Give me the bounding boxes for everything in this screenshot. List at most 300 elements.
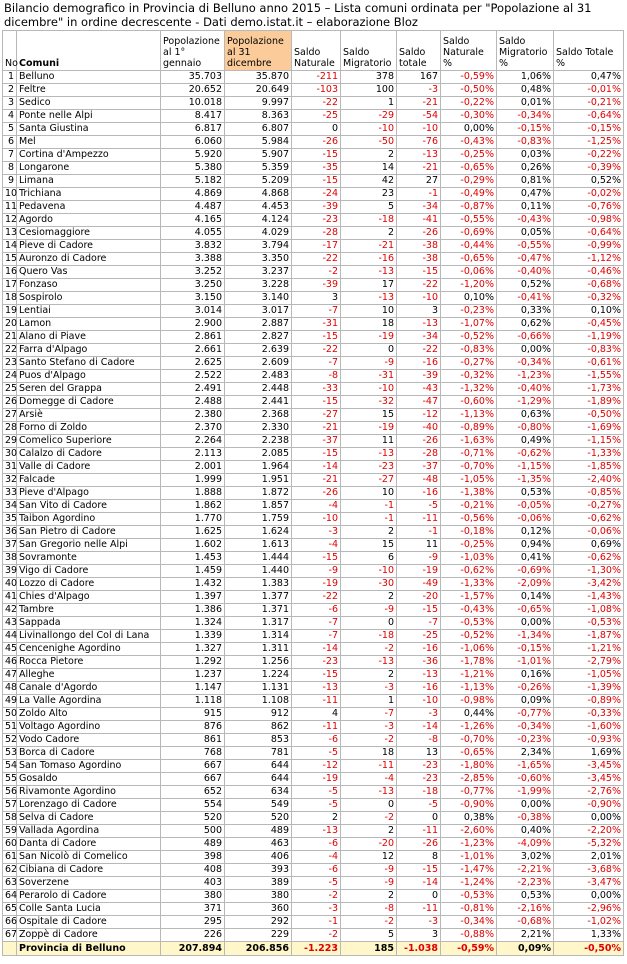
cell-saldo-naturale: -15 bbox=[292, 448, 341, 461]
cell-saldo-naturale: -19 bbox=[292, 773, 341, 786]
cell-saldo-totale: -13 bbox=[397, 149, 441, 162]
cell-comune: Voltago Agordino bbox=[17, 721, 161, 734]
cell-pop-end: 463 bbox=[225, 838, 292, 851]
cell-saldo-migratorio: -4 bbox=[341, 773, 397, 786]
cell-saldo-totale-pct: -2,20% bbox=[554, 825, 624, 838]
cell-saldo-migratorio: -2 bbox=[341, 643, 397, 656]
cell-comune: Calalzo di Cadore bbox=[17, 448, 161, 461]
cell-saldo-totale-pct: -0,46% bbox=[554, 266, 624, 279]
cell-saldo-migratorio-pct: 0,62% bbox=[497, 318, 554, 331]
cell-saldo-migratorio: 12 bbox=[341, 851, 397, 864]
cell-saldo-naturale-pct: -0,43% bbox=[441, 604, 497, 617]
cell-saldo-totale: -76 bbox=[397, 136, 441, 149]
cell-saldo-totale-pct: -1,43% bbox=[554, 591, 624, 604]
cell-saldo-migratorio: 10 bbox=[341, 305, 397, 318]
col-header-saldo-totale: Saldo totale bbox=[397, 31, 441, 71]
cell-no: 43 bbox=[3, 617, 17, 630]
cell-no: 5 bbox=[3, 123, 17, 136]
cell-saldo-totale-pct: 0,00% bbox=[554, 890, 624, 903]
cell-comune: Quero Vas bbox=[17, 266, 161, 279]
cell-saldo-totale-pct: 2,01% bbox=[554, 851, 624, 864]
cell-comune: Puos d'Alpago bbox=[17, 370, 161, 383]
cell-saldo-naturale-pct: -0,32% bbox=[441, 370, 497, 383]
cell-saldo-migratorio: 378 bbox=[341, 71, 397, 84]
cell-saldo-totale: -54 bbox=[397, 110, 441, 123]
cell-saldo-migratorio-pct: -2,16% bbox=[497, 903, 554, 916]
cell-saldo-naturale: 3 bbox=[292, 292, 341, 305]
cell-saldo-totale-pct: -0,62% bbox=[554, 552, 624, 565]
table-row bbox=[3, 461, 624, 474]
cell-saldo-migratorio-pct: -0,05% bbox=[497, 500, 554, 513]
cell-saldo-naturale: -5 bbox=[292, 747, 341, 760]
cell-saldo-totale: -49 bbox=[397, 578, 441, 591]
cell-saldo-naturale-pct: -0,53% bbox=[441, 890, 497, 903]
cell-no: 21 bbox=[3, 331, 17, 344]
cell-pop-start: 4.165 bbox=[161, 214, 225, 227]
cell-comune: Lentiai bbox=[17, 305, 161, 318]
cell-saldo-naturale: -14 bbox=[292, 461, 341, 474]
cell-saldo-totale-pct: -1,85% bbox=[554, 461, 624, 474]
cell-saldo-naturale: -2 bbox=[292, 929, 341, 942]
table-row bbox=[3, 500, 624, 513]
cell-saldo-totale: -15 bbox=[397, 604, 441, 617]
cell-pop-start: 667 bbox=[161, 760, 225, 773]
cell-pop-end: 2.448 bbox=[225, 383, 292, 396]
cell-no: 29 bbox=[3, 435, 17, 448]
cell-saldo-totale-pct: -1,73% bbox=[554, 383, 624, 396]
table-row bbox=[3, 617, 624, 630]
table-row bbox=[3, 643, 624, 656]
cell-saldo-totale: -14 bbox=[397, 877, 441, 890]
cell-saldo-migratorio: -29 bbox=[341, 110, 397, 123]
cell-pop-start: 520 bbox=[161, 812, 225, 825]
cell-saldo-totale: -3 bbox=[397, 84, 441, 97]
cell-saldo-migratorio-pct: 0,26% bbox=[497, 162, 554, 175]
cell-comune: Chies d'Alpago bbox=[17, 591, 161, 604]
cell-saldo-migratorio-pct: -1,35% bbox=[497, 474, 554, 487]
cell-saldo-migratorio-pct: 0,09% bbox=[497, 942, 554, 956]
cell-pop-start: 1.453 bbox=[161, 552, 225, 565]
cell-pop-end: 5.209 bbox=[225, 175, 292, 188]
table-row bbox=[3, 786, 624, 799]
cell-saldo-totale-pct: -1,02% bbox=[554, 916, 624, 929]
cell-no: 6 bbox=[3, 136, 17, 149]
cell-pop-end: 6.807 bbox=[225, 123, 292, 136]
table-row bbox=[3, 318, 624, 331]
cell-saldo-totale: -36 bbox=[397, 656, 441, 669]
cell-no: 51 bbox=[3, 721, 17, 734]
cell-comune: Limana bbox=[17, 175, 161, 188]
cell-saldo-migratorio-pct: -1,23% bbox=[497, 370, 554, 383]
cell-pop-end: 1.377 bbox=[225, 591, 292, 604]
cell-saldo-totale-pct: -0,64% bbox=[554, 110, 624, 123]
cell-no: 45 bbox=[3, 643, 17, 656]
cell-pop-start: 226 bbox=[161, 929, 225, 942]
table-row bbox=[3, 136, 624, 149]
cell-saldo-totale-pct: -1,19% bbox=[554, 331, 624, 344]
cell-saldo-naturale-pct: -1,33% bbox=[441, 578, 497, 591]
cell-no: 31 bbox=[3, 461, 17, 474]
cell-saldo-migratorio: -10 bbox=[341, 383, 397, 396]
cell-pop-start: 6.060 bbox=[161, 136, 225, 149]
cell-comune: Cencenighe Agordino bbox=[17, 643, 161, 656]
cell-saldo-totale: -20 bbox=[397, 591, 441, 604]
cell-saldo-totale-pct: 0,69% bbox=[554, 539, 624, 552]
table-row bbox=[3, 591, 624, 604]
cell-saldo-naturale-pct: -0,56% bbox=[441, 513, 497, 526]
cell-saldo-totale-pct: -1,08% bbox=[554, 604, 624, 617]
cell-saldo-totale-pct: -3,68% bbox=[554, 864, 624, 877]
cell-saldo-naturale: -9 bbox=[292, 565, 341, 578]
cell-saldo-naturale: -6 bbox=[292, 864, 341, 877]
cell-saldo-migratorio-pct: 0,00% bbox=[497, 799, 554, 812]
cell-pop-start: 1.118 bbox=[161, 695, 225, 708]
cell-pop-end: 360 bbox=[225, 903, 292, 916]
table-row bbox=[3, 266, 624, 279]
cell-pop-start: 1.602 bbox=[161, 539, 225, 552]
cell-saldo-totale-pct: -0,39% bbox=[554, 162, 624, 175]
cell-pop-start: 5.380 bbox=[161, 162, 225, 175]
cell-pop-end: 2.827 bbox=[225, 331, 292, 344]
cell-saldo-migratorio-pct: 0,48% bbox=[497, 84, 554, 97]
cell-pop-start: 371 bbox=[161, 903, 225, 916]
cell-saldo-naturale: -4 bbox=[292, 851, 341, 864]
cell-saldo-naturale: -15 bbox=[292, 552, 341, 565]
cell-pop-start: 554 bbox=[161, 799, 225, 812]
cell-pop-start: 1.147 bbox=[161, 682, 225, 695]
cell-saldo-migratorio-pct: -0,06% bbox=[497, 513, 554, 526]
cell-pop-start: 1.324 bbox=[161, 617, 225, 630]
cell-saldo-migratorio: 23 bbox=[341, 188, 397, 201]
cell-no: 57 bbox=[3, 799, 17, 812]
table-row bbox=[3, 279, 624, 292]
cell-no: 34 bbox=[3, 500, 17, 513]
table-row bbox=[3, 513, 624, 526]
cell-saldo-totale: -10 bbox=[397, 695, 441, 708]
cell-saldo-naturale-pct: -0,22% bbox=[441, 97, 497, 110]
cell-pop-start: 915 bbox=[161, 708, 225, 721]
cell-no: 54 bbox=[3, 760, 17, 773]
cell-saldo-totale: -43 bbox=[397, 383, 441, 396]
cell-no: 36 bbox=[3, 526, 17, 539]
cell-saldo-migratorio-pct: -0,65% bbox=[497, 604, 554, 617]
cell-saldo-migratorio: 18 bbox=[341, 747, 397, 760]
cell-saldo-migratorio: 17 bbox=[341, 279, 397, 292]
cell-saldo-migratorio: -13 bbox=[341, 448, 397, 461]
cell-saldo-migratorio: 15 bbox=[341, 409, 397, 422]
cell-saldo-totale: 27 bbox=[397, 175, 441, 188]
cell-saldo-naturale: 4 bbox=[292, 708, 341, 721]
cell-saldo-naturale-pct: -0,59% bbox=[441, 71, 497, 84]
cell-no: 18 bbox=[3, 292, 17, 305]
cell-saldo-totale-pct: -0,90% bbox=[554, 799, 624, 812]
cell-pop-start: 4.869 bbox=[161, 188, 225, 201]
cell-pop-end: 862 bbox=[225, 721, 292, 734]
cell-saldo-totale-pct: -3,45% bbox=[554, 760, 624, 773]
cell-no: 7 bbox=[3, 149, 17, 162]
cell-saldo-naturale: -11 bbox=[292, 695, 341, 708]
cell-saldo-migratorio-pct: -0,55% bbox=[497, 240, 554, 253]
cell-no: 35 bbox=[3, 513, 17, 526]
cell-saldo-migratorio-pct: -0,80% bbox=[497, 422, 554, 435]
cell-pop-end: 2.085 bbox=[225, 448, 292, 461]
cell-saldo-totale-pct: -5,32% bbox=[554, 838, 624, 851]
cell-saldo-migratorio-pct: -0,68% bbox=[497, 916, 554, 929]
cell-pop-end: 229 bbox=[225, 929, 292, 942]
cell-pop-start: 2.488 bbox=[161, 396, 225, 409]
cell-saldo-totale: -16 bbox=[397, 643, 441, 656]
cell-saldo-naturale-pct: -0,98% bbox=[441, 695, 497, 708]
cell-saldo-migratorio-pct: -0,47% bbox=[497, 253, 554, 266]
cell-pop-start: 2.900 bbox=[161, 318, 225, 331]
table-row bbox=[3, 331, 624, 344]
cell-saldo-migratorio: 10 bbox=[341, 487, 397, 500]
cell-no: 64 bbox=[3, 890, 17, 903]
cell-saldo-migratorio: -13 bbox=[341, 266, 397, 279]
cell-saldo-totale: -13 bbox=[397, 669, 441, 682]
cell-no: 67 bbox=[3, 929, 17, 942]
cell-saldo-totale: -25 bbox=[397, 630, 441, 643]
cell-saldo-naturale: -7 bbox=[292, 305, 341, 318]
cell-pop-end: 2.609 bbox=[225, 357, 292, 370]
table-row bbox=[3, 760, 624, 773]
cell-saldo-migratorio-pct: -0,40% bbox=[497, 383, 554, 396]
cell-saldo-migratorio-pct: -0,34% bbox=[497, 110, 554, 123]
cell-saldo-naturale-pct: -1,23% bbox=[441, 838, 497, 851]
cell-saldo-totale: -5 bbox=[397, 799, 441, 812]
cell-comune: Soverzene bbox=[17, 877, 161, 890]
cell-saldo-totale-pct: 0,00% bbox=[554, 812, 624, 825]
cell-saldo-naturale-pct: -0,30% bbox=[441, 110, 497, 123]
cell-saldo-totale-pct: -1,69% bbox=[554, 422, 624, 435]
cell-saldo-migratorio: 14 bbox=[341, 162, 397, 175]
cell-comune: San Vito di Cadore bbox=[17, 500, 161, 513]
cell-saldo-migratorio: -20 bbox=[341, 838, 397, 851]
cell-saldo-migratorio-pct: -0,69% bbox=[497, 565, 554, 578]
table-row bbox=[3, 669, 624, 682]
table-row bbox=[3, 370, 624, 383]
cell-saldo-totale-pct: 0,10% bbox=[554, 305, 624, 318]
cell-saldo-migratorio: -1 bbox=[341, 500, 397, 513]
cell-pop-end: 1.131 bbox=[225, 682, 292, 695]
cell-comune: Vigo di Cadore bbox=[17, 565, 161, 578]
table-row bbox=[3, 851, 624, 864]
cell-pop-end: 1.964 bbox=[225, 461, 292, 474]
cell-saldo-totale: 167 bbox=[397, 71, 441, 84]
cell-saldo-migratorio-pct: -0,62% bbox=[497, 448, 554, 461]
cell-saldo-migratorio: -2 bbox=[341, 812, 397, 825]
cell-pop-end: 5.907 bbox=[225, 149, 292, 162]
cell-saldo-naturale-pct: -1,13% bbox=[441, 682, 497, 695]
cell-comune: San Nicolò di Comelico bbox=[17, 851, 161, 864]
table-row bbox=[3, 552, 624, 565]
cell-saldo-migratorio-pct: -0,34% bbox=[497, 721, 554, 734]
table-row bbox=[3, 916, 624, 929]
table-row bbox=[3, 253, 624, 266]
cell-no: 1 bbox=[3, 71, 17, 84]
cell-no: 59 bbox=[3, 825, 17, 838]
cell-saldo-naturale-pct: -0,43% bbox=[441, 136, 497, 149]
cell-pop-end: 4.453 bbox=[225, 201, 292, 214]
cell-saldo-migratorio: -50 bbox=[341, 136, 397, 149]
cell-saldo-naturale: -211 bbox=[292, 71, 341, 84]
cell-saldo-migratorio: -9 bbox=[341, 357, 397, 370]
cell-saldo-totale: 0 bbox=[397, 890, 441, 903]
table-row bbox=[3, 422, 624, 435]
page-title: Bilancio demografico in Provincia di Belluno anno 2015 – Lista comuni ordinata per "Popolazione al 31 dicembre" in ordine decrescente - Dati demo.istat.it – elaborazione Bloz bbox=[4, 1, 592, 29]
cell-comune: Santa Giustina bbox=[17, 123, 161, 136]
cell-saldo-naturale: -4 bbox=[292, 500, 341, 513]
cell-saldo-naturale-pct: 0,44% bbox=[441, 708, 497, 721]
cell-saldo-naturale: -23 bbox=[292, 656, 341, 669]
cell-saldo-naturale: -3 bbox=[292, 526, 341, 539]
cell-comune: Vallada Agordina bbox=[17, 825, 161, 838]
cell-saldo-migratorio: 2 bbox=[341, 227, 397, 240]
cell-saldo-naturale-pct: -1,01% bbox=[441, 851, 497, 864]
cell-pop-start: 3.388 bbox=[161, 253, 225, 266]
cell-saldo-migratorio-pct: -0,66% bbox=[497, 331, 554, 344]
cell-saldo-naturale-pct: -1,06% bbox=[441, 643, 497, 656]
cell-comune: San Gregorio nelle Alpi bbox=[17, 539, 161, 552]
cell-saldo-migratorio-pct: -1,29% bbox=[497, 396, 554, 409]
cell-saldo-migratorio: -23 bbox=[341, 461, 397, 474]
cell-saldo-totale: -12 bbox=[397, 409, 441, 422]
cell-saldo-totale-pct: -1,33% bbox=[554, 448, 624, 461]
cell-saldo-naturale-pct: -1,38% bbox=[441, 487, 497, 500]
cell-no: 41 bbox=[3, 591, 17, 604]
cell-pop-start: 861 bbox=[161, 734, 225, 747]
cell-no: 46 bbox=[3, 656, 17, 669]
cell-saldo-migratorio: -27 bbox=[341, 474, 397, 487]
cell-saldo-naturale: 0 bbox=[292, 123, 341, 136]
cell-pop-end: 206.856 bbox=[225, 942, 292, 956]
cell-saldo-totale: 3 bbox=[397, 305, 441, 318]
cell-saldo-totale-pct: -0,50% bbox=[554, 409, 624, 422]
cell-saldo-totale-pct: -0,64% bbox=[554, 227, 624, 240]
cell-saldo-totale-pct: 0,47% bbox=[554, 71, 624, 84]
cell-saldo-totale-pct: -0,93% bbox=[554, 734, 624, 747]
cell-saldo-naturale: -15 bbox=[292, 396, 341, 409]
cell-saldo-totale: -23 bbox=[397, 760, 441, 773]
table-row bbox=[3, 487, 624, 500]
cell-saldo-naturale-pct: -0,65% bbox=[441, 747, 497, 760]
cell-no: 66 bbox=[3, 916, 17, 929]
cell-pop-end: 9.997 bbox=[225, 97, 292, 110]
cell-comune: Ponte nelle Alpi bbox=[17, 110, 161, 123]
cell-saldo-naturale: -39 bbox=[292, 201, 341, 214]
cell-saldo-naturale-pct: -1,47% bbox=[441, 864, 497, 877]
cell-comune: Longarone bbox=[17, 162, 161, 175]
cell-pop-start: 408 bbox=[161, 864, 225, 877]
cell-saldo-naturale-pct: -0,06% bbox=[441, 266, 497, 279]
cell-saldo-migratorio-pct: 0,49% bbox=[497, 435, 554, 448]
cell-pop-start: 2.661 bbox=[161, 344, 225, 357]
cell-no: 14 bbox=[3, 240, 17, 253]
cell-pop-end: 4.868 bbox=[225, 188, 292, 201]
cell-saldo-totale-pct: -0,61% bbox=[554, 357, 624, 370]
cell-pop-end: 1.951 bbox=[225, 474, 292, 487]
cell-saldo-naturale: -21 bbox=[292, 474, 341, 487]
cell-saldo-migratorio-pct: -0,15% bbox=[497, 643, 554, 656]
cell-saldo-naturale-pct: -0,21% bbox=[441, 500, 497, 513]
cell-no: 40 bbox=[3, 578, 17, 591]
cell-saldo-naturale: -23 bbox=[292, 214, 341, 227]
cell-saldo-totale: -1 bbox=[397, 188, 441, 201]
cell-pop-end: 1.108 bbox=[225, 695, 292, 708]
cell-saldo-migratorio: -13 bbox=[341, 786, 397, 799]
cell-no: 52 bbox=[3, 734, 17, 747]
cell-pop-end: 1.613 bbox=[225, 539, 292, 552]
cell-pop-end: 1.314 bbox=[225, 630, 292, 643]
cell-saldo-naturale-pct: -0,90% bbox=[441, 799, 497, 812]
cell-pop-start: 3.014 bbox=[161, 305, 225, 318]
cell-pop-end: 2.368 bbox=[225, 409, 292, 422]
cell-saldo-totale: -21 bbox=[397, 162, 441, 175]
cell-comune: Livinallongo del Col di Lana bbox=[17, 630, 161, 643]
cell-pop-end: 3.794 bbox=[225, 240, 292, 253]
cell-pop-start: 8.417 bbox=[161, 110, 225, 123]
cell-saldo-migratorio: 100 bbox=[341, 84, 397, 97]
cell-saldo-totale-pct: -0,33% bbox=[554, 708, 624, 721]
cell-saldo-totale: -15 bbox=[397, 266, 441, 279]
cell-pop-end: 3.350 bbox=[225, 253, 292, 266]
cell-saldo-naturale: -2 bbox=[292, 266, 341, 279]
cell-saldo-totale-pct: -2,96% bbox=[554, 903, 624, 916]
cell-saldo-naturale: -22 bbox=[292, 344, 341, 357]
cell-saldo-migratorio: -1 bbox=[341, 513, 397, 526]
cell-saldo-migratorio: -3 bbox=[341, 682, 397, 695]
cell-saldo-totale-pct: -1,87% bbox=[554, 630, 624, 643]
cell-no: 47 bbox=[3, 669, 17, 682]
cell-saldo-migratorio-pct: 1,06% bbox=[497, 71, 554, 84]
table-body bbox=[3, 71, 624, 942]
cell-saldo-naturale-pct: -0,23% bbox=[441, 305, 497, 318]
cell-saldo-naturale: -12 bbox=[292, 760, 341, 773]
cell-saldo-naturale-pct: -0,65% bbox=[441, 162, 497, 175]
cell-saldo-totale-pct: -0,32% bbox=[554, 292, 624, 305]
table-row bbox=[3, 773, 624, 786]
cell-saldo-naturale-pct: -0,70% bbox=[441, 461, 497, 474]
cell-no: 58 bbox=[3, 812, 17, 825]
cell-saldo-totale: 0 bbox=[397, 812, 441, 825]
table-row bbox=[3, 97, 624, 110]
table-row bbox=[3, 799, 624, 812]
table-row bbox=[3, 305, 624, 318]
table-row bbox=[3, 890, 624, 903]
cell-saldo-totale-pct: -0,85% bbox=[554, 487, 624, 500]
cell-saldo-totale: -13 bbox=[397, 318, 441, 331]
cell-saldo-totale: -11 bbox=[397, 903, 441, 916]
cell-saldo-naturale: -13 bbox=[292, 682, 341, 695]
cell-saldo-naturale: -13 bbox=[292, 825, 341, 838]
cell-pop-end: 5.984 bbox=[225, 136, 292, 149]
cell-saldo-naturale: -2 bbox=[292, 890, 341, 903]
cell-saldo-totale-pct: -2,40% bbox=[554, 474, 624, 487]
cell-saldo-naturale: -7 bbox=[292, 357, 341, 370]
cell-pop-end: 380 bbox=[225, 890, 292, 903]
cell-comune: Mel bbox=[17, 136, 161, 149]
cell-saldo-totale: -11 bbox=[397, 513, 441, 526]
table-row bbox=[3, 201, 624, 214]
cell-saldo-naturale: -1.223 bbox=[292, 942, 341, 956]
cell-saldo-naturale-pct: -1,57% bbox=[441, 591, 497, 604]
cell-comune: Pieve di Cadore bbox=[17, 240, 161, 253]
cell-comune: Cesiomaggiore bbox=[17, 227, 161, 240]
cell-comune: Rivamonte Agordino bbox=[17, 786, 161, 799]
cell-saldo-naturale: -22 bbox=[292, 97, 341, 110]
table-row bbox=[3, 175, 624, 188]
cell-pop-start: 3.252 bbox=[161, 266, 225, 279]
